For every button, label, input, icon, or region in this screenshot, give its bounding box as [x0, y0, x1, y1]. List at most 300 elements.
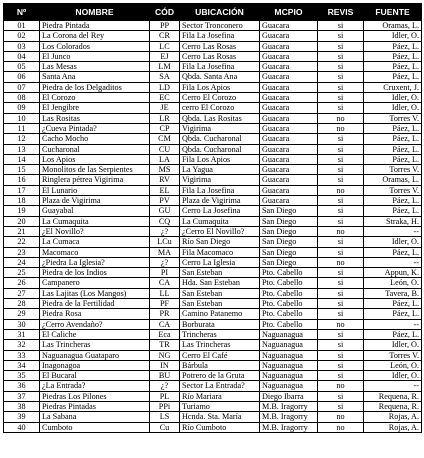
cell-reviewed: si [318, 350, 364, 360]
cell-source: -- [364, 226, 422, 236]
cell-municipality: Pto. Cabello [260, 278, 318, 288]
cell-location: Fila La Josefina [180, 31, 260, 41]
table-row [4, 237, 422, 247]
cell-municipality: Naguanagua [260, 371, 318, 381]
table-row [4, 196, 422, 206]
cell-location: Sector Tronconero [180, 21, 260, 31]
table-row [4, 288, 422, 298]
cell-name: El Jengibre [40, 103, 150, 113]
cell-name: Plaza de Vigirima [40, 196, 150, 206]
cell-source: Páez, L. [364, 154, 422, 164]
cell-number: 39 [4, 412, 40, 422]
cell-number: 07 [4, 82, 40, 92]
cell-location: Fila La Josefina [180, 62, 260, 72]
cell-source: Idler, O. [364, 340, 422, 350]
table-row [4, 381, 422, 391]
cell-name: Piedra Pintada [40, 21, 150, 31]
table-row [4, 41, 422, 51]
cell-municipality: Guacara [260, 196, 318, 206]
table-row [4, 82, 422, 92]
cell-number: 09 [4, 103, 40, 113]
table-row [4, 103, 422, 113]
cell-source: León, O. [364, 360, 422, 370]
table-row [4, 185, 422, 195]
cell-location: San Esteban [180, 299, 260, 309]
cell-municipality: Guacara [260, 123, 318, 133]
cell-source: Páez, L. [364, 196, 422, 206]
cell-reviewed: si [318, 391, 364, 401]
cell-number: 36 [4, 381, 40, 391]
table-row [4, 268, 422, 278]
cell-reviewed: si [318, 21, 364, 31]
cell-location: Cerro La Josefina [180, 206, 260, 216]
cell-municipality: Guacara [260, 154, 318, 164]
cell-code: MA [150, 247, 180, 257]
header-location: UBICACIÓN [180, 4, 260, 21]
cell-location: Qbda. Las Rositas [180, 113, 260, 123]
cell-code: SA [150, 72, 180, 82]
cell-municipality: Naguanagua [260, 329, 318, 339]
cell-name: Piedra de los Indios [40, 268, 150, 278]
cell-municipality: Guacara [260, 31, 318, 41]
cell-reviewed: si [318, 41, 364, 51]
cell-code: CA [150, 319, 180, 329]
cell-reviewed: no [318, 422, 364, 432]
cell-source: Rojas, A. [364, 422, 422, 432]
cell-reviewed: si [318, 278, 364, 288]
cell-municipality: Guacara [260, 41, 318, 51]
cell-location: cerro El Corozo [180, 103, 260, 113]
cell-source: Oramas, L. [364, 21, 422, 31]
cell-location: Vigirima [180, 123, 260, 133]
cell-reviewed: si [318, 62, 364, 72]
cell-number: 33 [4, 350, 40, 360]
table-row [4, 257, 422, 267]
cell-reviewed: si [318, 51, 364, 61]
cell-name: Macomaco [40, 247, 150, 257]
cell-name: Piedra de la Fertilidad [40, 299, 150, 309]
cell-location: Río Cumboto [180, 422, 260, 432]
table-row [4, 206, 422, 216]
cell-name: Las Lajitas (Los Mangos) [40, 288, 150, 298]
cell-source: Torres V. [364, 185, 422, 195]
table-row [4, 31, 422, 41]
cell-number: 16 [4, 175, 40, 185]
cell-code: LD [150, 82, 180, 92]
table-row [4, 350, 422, 360]
cell-municipality: Guacara [260, 72, 318, 82]
cell-number: 04 [4, 51, 40, 61]
cell-name: Cacho Mocho [40, 134, 150, 144]
table-row [4, 340, 422, 350]
cell-reviewed: no [318, 319, 364, 329]
cell-name: Piedra de los Delgaditos [40, 82, 150, 92]
cell-code: Eca [150, 329, 180, 339]
cell-municipality: Guacara [260, 103, 318, 113]
cell-source: -- [364, 381, 422, 391]
cell-location: Fila Los Apios [180, 82, 260, 92]
cell-code: LM [150, 62, 180, 72]
cell-name: ¿La Entrada? [40, 381, 150, 391]
cell-municipality: Guacara [260, 21, 318, 31]
table-row [4, 123, 422, 133]
cell-number: 37 [4, 391, 40, 401]
cell-code: PV [150, 196, 180, 206]
cell-location: Cerro Las Rosas [180, 51, 260, 61]
header-code: CÓD [150, 4, 180, 21]
cell-reviewed: si [318, 31, 364, 41]
cell-source: Páez, L. [364, 309, 422, 319]
cell-location: Bárbula [180, 360, 260, 370]
table-row [4, 113, 422, 123]
cell-reviewed: no [318, 226, 364, 236]
cell-municipality: Guacara [260, 134, 318, 144]
cell-code: IN [150, 360, 180, 370]
cell-number: 13 [4, 144, 40, 154]
cell-municipality: Pto. Cabello [260, 309, 318, 319]
cell-municipality: Pto. Cabello [260, 288, 318, 298]
cell-municipality: Naguanagua [260, 381, 318, 391]
cell-code: PI [150, 268, 180, 278]
table-row [4, 21, 422, 31]
cell-reviewed: si [318, 175, 364, 185]
cell-code: PP [150, 21, 180, 31]
cell-municipality: Guacara [260, 185, 318, 195]
cell-source: Tavera, B. [364, 288, 422, 298]
cell-name: Piedra Rosa [40, 309, 150, 319]
table-row [4, 299, 422, 309]
cell-name: Santa Ana [40, 72, 150, 82]
cell-reviewed: si [318, 237, 364, 247]
cell-number: 12 [4, 134, 40, 144]
cell-municipality: M.B. Iragorry [260, 422, 318, 432]
cell-reviewed: si [318, 134, 364, 144]
table-row [4, 247, 422, 257]
cell-number: 30 [4, 319, 40, 329]
header-name: NOMBRE [40, 4, 150, 21]
cell-location: Camino Patanemo [180, 309, 260, 319]
cell-location: San Esteban [180, 288, 260, 298]
cell-location: Qbda. Santa Ana [180, 72, 260, 82]
cell-location: Qbda. Cucharonal [180, 134, 260, 144]
table-row [4, 309, 422, 319]
cell-source: León, O. [364, 278, 422, 288]
cell-municipality: San Diego [260, 257, 318, 267]
cell-name: Campanero [40, 278, 150, 288]
cell-location: Cerro La Iglesia [180, 257, 260, 267]
cell-code: EC [150, 93, 180, 103]
cell-source: Torres V. [364, 165, 422, 175]
cell-source: Páez, L. [364, 41, 422, 51]
cell-number: 19 [4, 206, 40, 216]
cell-number: 14 [4, 154, 40, 164]
cell-source: Idler, O. [364, 237, 422, 247]
cell-code: RV [150, 175, 180, 185]
cell-number: 05 [4, 62, 40, 72]
cell-reviewed: si [318, 154, 364, 164]
table-row [4, 319, 422, 329]
table-row [4, 165, 422, 175]
cell-source: -- [364, 319, 422, 329]
cell-location: San Esteban [180, 268, 260, 278]
cell-source: Cruxent, J. [364, 82, 422, 92]
cell-reviewed: si [318, 268, 364, 278]
cell-number: 22 [4, 237, 40, 247]
cell-reviewed: si [318, 371, 364, 381]
cell-name: Cumboto [40, 422, 150, 432]
cell-location: Cerro El Café [180, 350, 260, 360]
cell-name: El Junco [40, 51, 150, 61]
cell-location: Fila Macomaco [180, 247, 260, 257]
cell-reviewed: si [318, 216, 364, 226]
cell-reviewed: si [318, 360, 364, 370]
cell-location: Río San Diego [180, 237, 260, 247]
table-row [4, 51, 422, 61]
cell-reviewed: si [318, 329, 364, 339]
cell-location: Trincheras [180, 329, 260, 339]
cell-name: El Lunario [40, 185, 150, 195]
cell-location: Vigirima [180, 175, 260, 185]
cell-name: Piedras Los Pilones [40, 391, 150, 401]
table-row [4, 134, 422, 144]
cell-name: La Corona del Rey [40, 31, 150, 41]
cell-number: 40 [4, 422, 40, 432]
cell-code: ¿? [150, 257, 180, 267]
cell-code: JE [150, 103, 180, 113]
cell-source: Idler, O. [364, 93, 422, 103]
cell-source: Páez, L. [364, 134, 422, 144]
cell-municipality: Naguanagua [260, 340, 318, 350]
header-reviewed: REVIS [318, 4, 364, 21]
cell-code: CA [150, 278, 180, 288]
cell-number: 23 [4, 247, 40, 257]
cell-number: 26 [4, 278, 40, 288]
cell-source: Appun, K. [364, 268, 422, 278]
cell-reviewed: si [318, 299, 364, 309]
cell-municipality: Guacara [260, 62, 318, 72]
cell-number: 32 [4, 340, 40, 350]
cell-location: La Cumaquita [180, 216, 260, 226]
cell-location: ¿Cerro El Novillo? [180, 226, 260, 236]
cell-source: Rojas, A. [364, 412, 422, 422]
cell-source: Páez, L. [364, 329, 422, 339]
cell-reviewed: si [318, 82, 364, 92]
cell-code: CM [150, 134, 180, 144]
cell-municipality: Guacara [260, 165, 318, 175]
cell-name: Piedras Pintadas [40, 401, 150, 411]
cell-reviewed: no [318, 412, 364, 422]
cell-code: LC [150, 41, 180, 51]
cell-source: Páez, L. [364, 51, 422, 61]
cell-number: 03 [4, 41, 40, 51]
cell-reviewed: no [318, 113, 364, 123]
cell-code: EJ [150, 51, 180, 61]
cell-code: EL [150, 185, 180, 195]
cell-name: Guayabal [40, 206, 150, 216]
cell-name: ¿Piedra La Iglesia? [40, 257, 150, 267]
cell-location: Las Trincheras [180, 340, 260, 350]
table-row [4, 371, 422, 381]
cell-code: PL [150, 391, 180, 401]
cell-number: 15 [4, 165, 40, 175]
cell-municipality: Pto. Cabello [260, 268, 318, 278]
cell-code: PPi [150, 401, 180, 411]
cell-number: 06 [4, 72, 40, 82]
header-row [4, 4, 422, 21]
cell-municipality: Guacara [260, 113, 318, 123]
cell-reviewed: no [318, 257, 364, 267]
cell-source: Idler, O. [364, 103, 422, 113]
cell-code: LCu [150, 237, 180, 247]
cell-number: 38 [4, 401, 40, 411]
cell-municipality: Guacara [260, 51, 318, 61]
cell-number: 11 [4, 123, 40, 133]
cell-code: CP [150, 123, 180, 133]
cell-reviewed: si [318, 309, 364, 319]
cell-name: La Cumaca [40, 237, 150, 247]
cell-code: GU [150, 206, 180, 216]
cell-source: -- [364, 257, 422, 267]
cell-location: Potrero de la Gruta [180, 371, 260, 381]
cell-location: Turiamo [180, 401, 260, 411]
table-row [4, 360, 422, 370]
table-row [4, 401, 422, 411]
cell-name: Monolitos de las Serpientes [40, 165, 150, 175]
cell-name: ¿El Novillo? [40, 226, 150, 236]
cell-name: Inagonagoa [40, 360, 150, 370]
cell-code: TR [150, 340, 180, 350]
cell-municipality: San Diego [260, 206, 318, 216]
table-row [4, 93, 422, 103]
cell-municipality: San Diego [260, 237, 318, 247]
cell-number: 08 [4, 93, 40, 103]
cell-code: ¿? [150, 381, 180, 391]
cell-municipality: Pto. Cabello [260, 319, 318, 329]
cell-municipality: Guacara [260, 175, 318, 185]
cell-municipality: Diego Ibarra [260, 391, 318, 401]
cell-name: El Corozo [40, 93, 150, 103]
table-row [4, 278, 422, 288]
cell-name: ¿Cerro Avendaño? [40, 319, 150, 329]
cell-municipality: San Diego [260, 226, 318, 236]
cell-number: 20 [4, 216, 40, 226]
cell-source: Páez, L. [364, 247, 422, 257]
cell-code: CQ [150, 216, 180, 226]
cell-municipality: Guacara [260, 82, 318, 92]
cell-location: Sector La Entrada? [180, 381, 260, 391]
cell-name: Las Trincheras [40, 340, 150, 350]
cell-source: Requena, R. [364, 401, 422, 411]
cell-number: 01 [4, 21, 40, 31]
cell-number: 25 [4, 268, 40, 278]
cell-location: Borburata [180, 319, 260, 329]
cell-number: 35 [4, 371, 40, 381]
cell-code: PR [150, 309, 180, 319]
cell-location: Qbda. Cucharonal [180, 144, 260, 154]
cell-reviewed: no [318, 123, 364, 133]
table-row [4, 329, 422, 339]
table-row [4, 154, 422, 164]
cell-reviewed: no [318, 185, 364, 195]
cell-name: Las Rositas [40, 113, 150, 123]
cell-reviewed: si [318, 196, 364, 206]
cell-number: 02 [4, 31, 40, 41]
table-row [4, 226, 422, 236]
cell-reviewed: si [318, 288, 364, 298]
cell-number: 18 [4, 196, 40, 206]
cell-reviewed: si [318, 103, 364, 113]
cell-source: Páez, L. [364, 299, 422, 309]
cell-reviewed: si [318, 401, 364, 411]
table-body [4, 21, 422, 433]
cell-source: Páez, L. [364, 62, 422, 72]
table-row [4, 144, 422, 154]
cell-reviewed: si [318, 206, 364, 216]
cell-number: 17 [4, 185, 40, 195]
cell-reviewed: si [318, 93, 364, 103]
table-row [4, 62, 422, 72]
table-row [4, 216, 422, 226]
cell-number: 29 [4, 309, 40, 319]
cell-reviewed: si [318, 165, 364, 175]
cell-code: Cu [150, 422, 180, 432]
cell-name: Los Colorados [40, 41, 150, 51]
cell-location: Fila La Josefina [180, 185, 260, 195]
sites-table [3, 3, 422, 433]
table-row [4, 422, 422, 432]
cell-number: 24 [4, 257, 40, 267]
header-number: Nº [4, 4, 40, 21]
header-source: FUENTE [364, 4, 422, 21]
cell-reviewed: si [318, 340, 364, 350]
cell-location: Fila Los Apios [180, 154, 260, 164]
cell-municipality: Pto. Cabello [260, 299, 318, 309]
cell-name: La Sabana [40, 412, 150, 422]
cell-code: CR [150, 31, 180, 41]
cell-reviewed: si [318, 144, 364, 154]
header-municipality: MCPIO [260, 4, 318, 21]
cell-name: El Bucaral [40, 371, 150, 381]
table-row [4, 175, 422, 185]
cell-code: LA [150, 154, 180, 164]
cell-code: PF [150, 299, 180, 309]
table-header [4, 4, 422, 21]
cell-municipality: San Diego [260, 216, 318, 226]
cell-reviewed: si [318, 72, 364, 82]
cell-name: El Caliche [40, 329, 150, 339]
table-row [4, 72, 422, 82]
cell-name: Naguanagua Guataparo [40, 350, 150, 360]
cell-code: NG [150, 350, 180, 360]
cell-name: Cucharonal [40, 144, 150, 154]
cell-location: Cerro Las Rosas [180, 41, 260, 51]
table-row [4, 391, 422, 401]
cell-code: CU [150, 144, 180, 154]
cell-location: Cerro El Corozo [180, 93, 260, 103]
cell-source: Torres V. [364, 113, 422, 123]
cell-location: Plaza de Vigirima [180, 196, 260, 206]
cell-code: ¿? [150, 226, 180, 236]
cell-code: LS [150, 412, 180, 422]
cell-municipality: Guacara [260, 93, 318, 103]
cell-code: LL [150, 288, 180, 298]
cell-number: 27 [4, 288, 40, 298]
cell-reviewed: no [318, 381, 364, 391]
cell-source: Idler, O. [364, 371, 422, 381]
cell-name: Las Mesas [40, 62, 150, 72]
cell-location: La Yagua [180, 165, 260, 175]
cell-municipality: Naguanagua [260, 350, 318, 360]
